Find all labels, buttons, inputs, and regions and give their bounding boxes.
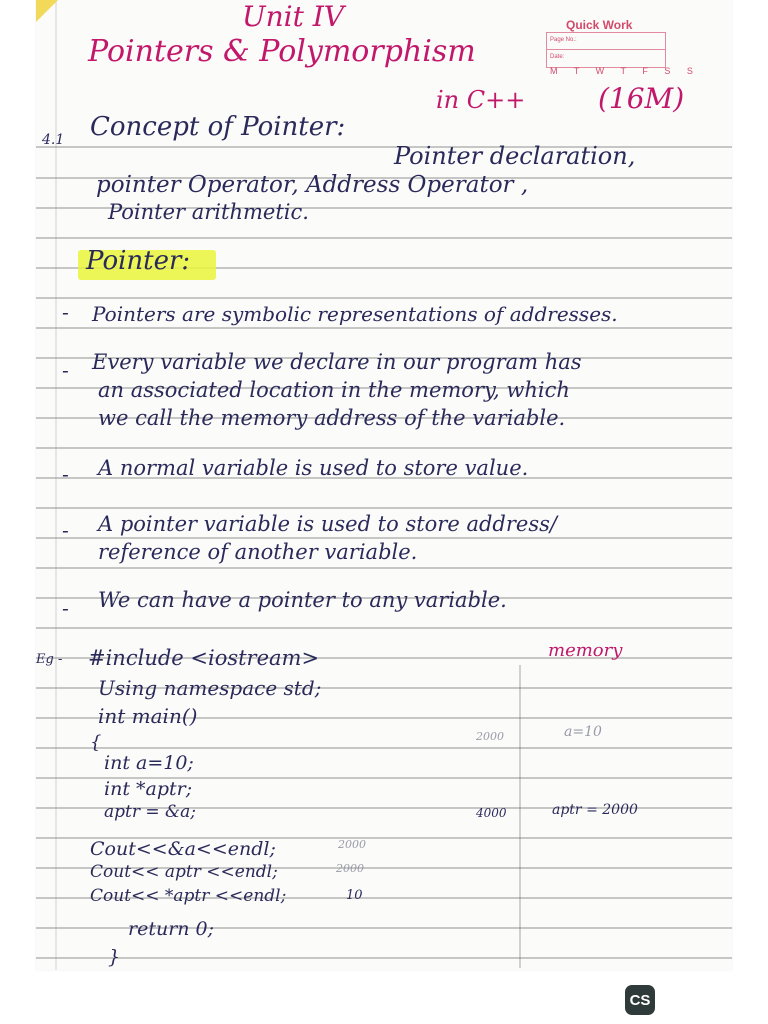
bullet-line: Pointers are symbolic representations of addresses.	[92, 302, 618, 326]
bullet-line: an associated location in the memory, which	[98, 378, 570, 402]
page-date-box	[546, 32, 666, 68]
memory-label: memory	[548, 640, 623, 661]
code-line: Using namespace std;	[98, 676, 322, 700]
bullet-line: A normal variable is used to store value.	[98, 456, 529, 480]
code-line: }	[108, 946, 121, 968]
unit-title: Unit IV	[242, 0, 345, 33]
output-value: 2000	[338, 838, 366, 851]
example-label: Eg -	[36, 652, 63, 667]
bullet-dash: -	[62, 358, 69, 382]
section-number: 4.1	[42, 132, 65, 148]
bullet-line: A pointer variable is used to store address/	[98, 512, 557, 536]
code-line: #include <iostream>	[88, 646, 320, 670]
code-line: int main()	[98, 704, 198, 728]
folded-corner	[36, 0, 58, 22]
bullet-line: we call the memory address of the variable.	[98, 406, 566, 430]
bullet-line: We can have a pointer to any variable.	[98, 588, 507, 612]
code-line: int a=10;	[104, 752, 194, 774]
bullet-dash: -	[62, 596, 69, 620]
memory-content: aptr = 2000	[552, 802, 638, 818]
memory-address: 4000	[476, 806, 507, 820]
bullet-line: Every variable we declare in our program has	[92, 350, 582, 374]
page-no-label: Page No.:	[547, 33, 665, 50]
code-line: Cout<<&a<<endl;	[90, 838, 276, 860]
code-line: aptr = &a;	[104, 802, 197, 822]
code-line: Cout<< *aptr <<endl;	[90, 886, 287, 906]
notebook-brand: Quick Work	[566, 18, 633, 32]
code-line: {	[90, 732, 102, 753]
section-heading: Concept of Pointer:	[90, 112, 346, 142]
memory-address: 2000	[476, 730, 504, 743]
output-value: 2000	[336, 862, 364, 875]
code-line: int *aptr;	[104, 778, 193, 800]
bullet-dash: -	[62, 300, 69, 324]
bullet-line: reference of another variable.	[98, 540, 418, 564]
memory-content: a=10	[564, 724, 602, 740]
bullet-dash: -	[62, 518, 69, 542]
page-title: Pointers & Polymorphism	[88, 34, 476, 69]
code-line: Cout<< aptr <<endl;	[90, 862, 278, 882]
page-subtitle: in C++	[436, 86, 526, 114]
topics-line-2: pointer Operator, Address Operator ,	[96, 172, 529, 198]
camscanner-logo-icon: CS	[625, 985, 655, 1015]
output-value: 10	[346, 888, 363, 903]
marks-label: (16M)	[598, 82, 685, 115]
weekday-strip: M T W T F S S	[550, 66, 700, 76]
pointer-heading: Pointer:	[86, 246, 191, 276]
date-label: Date:	[550, 54, 565, 60]
code-line: return 0;	[128, 918, 215, 940]
bullet-dash: -	[62, 462, 69, 486]
topics-line-3: Pointer arithmetic.	[108, 200, 309, 224]
topics-line-1: Pointer declaration,	[394, 142, 636, 170]
